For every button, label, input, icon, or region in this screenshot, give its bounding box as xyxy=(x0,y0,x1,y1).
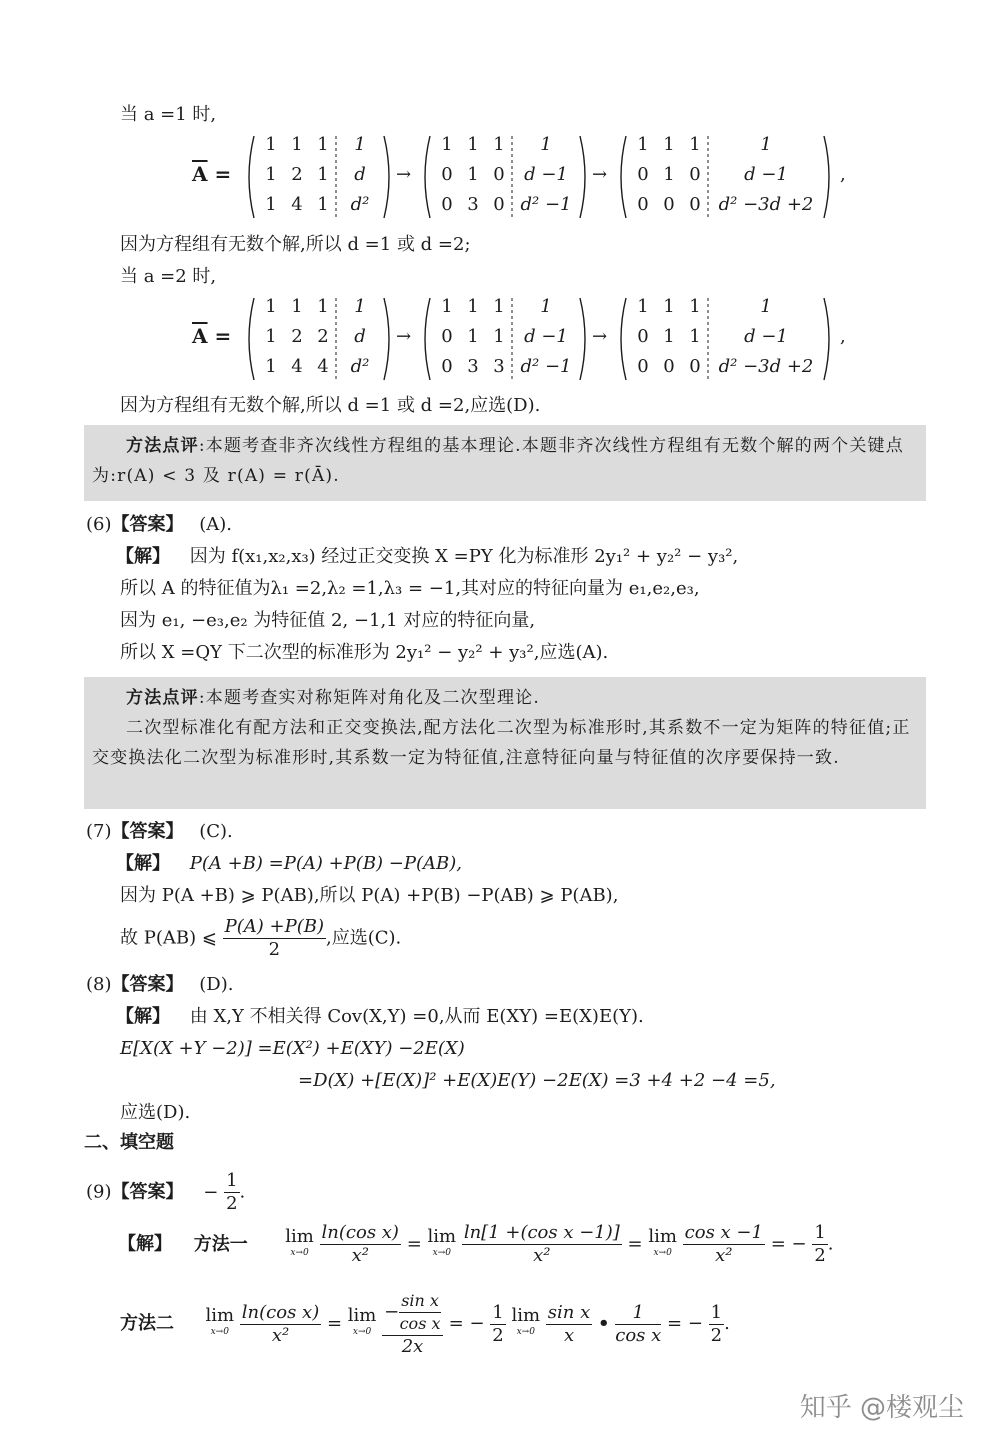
matrix-cell: d² −3d +2 xyxy=(718,194,814,215)
matrix-cell: 1 xyxy=(291,134,303,155)
matrix-cell: d² xyxy=(350,194,370,215)
q9-sol-label: 【解】 xyxy=(118,1233,172,1255)
matrix-cell: 1 xyxy=(265,164,277,185)
matrix-comma: , xyxy=(840,326,846,347)
matrix-cell: 1 xyxy=(689,296,701,317)
matrix-cell: 1 xyxy=(663,326,675,347)
q9-answer-sign: − xyxy=(203,1181,219,1203)
augmented-matrix-label-2: $\overline{A}$ xyxy=(192,324,208,348)
q8-sol-line-1 xyxy=(116,1005,644,1029)
matrix-cell: 1 xyxy=(637,134,649,155)
matrix-cell: 1 xyxy=(265,356,277,377)
section-title-fill-blank: 二、填空题 xyxy=(84,1132,174,1153)
m2-compound-frac: − $\frac{\text{sin x}}{\text{cos x}}$ 2x xyxy=(382,1290,443,1358)
arrow-icon: → xyxy=(592,326,608,347)
q7-answer: (C). xyxy=(199,821,233,842)
m2-half: $\frac{1}{2}$ xyxy=(492,1301,504,1346)
matrix-cell: d² xyxy=(350,356,370,377)
q6-answer: (A). xyxy=(199,514,232,535)
m2-frac-4: $\frac{1}{\text{cos x}}$ xyxy=(615,1301,662,1346)
matrix-cell: 0 xyxy=(441,164,453,185)
matrix-cell: 3 xyxy=(467,356,479,377)
method-review-box-1 xyxy=(84,425,926,501)
matrix-cell: 0 xyxy=(493,194,505,215)
q6-line-4: 所以 X =QY 下二次型的标准形为 2y₁² − y₂² + y₃²,应选(A). xyxy=(120,642,609,663)
matrix-cell: 1 xyxy=(663,296,675,317)
q6-answer-label: 【答案】 xyxy=(111,514,184,535)
matrix-cell: 1 xyxy=(637,296,649,317)
review-title-1: 方法点评 xyxy=(126,436,199,456)
matrix-cell: 4 xyxy=(291,356,303,377)
augmented-matrix xyxy=(244,132,394,222)
matrix-cell: 1 xyxy=(265,134,277,155)
matrix-cell: d² −1 xyxy=(520,356,572,377)
matrix-cell: 1 xyxy=(354,296,366,317)
q8-number: (8) xyxy=(86,974,112,995)
matrix-cell: d xyxy=(354,164,366,185)
matrix-cell: 1 xyxy=(467,326,479,347)
matrix-cell: 3 xyxy=(493,356,505,377)
q7-fraction xyxy=(223,916,326,961)
q7-frac-num: P(A) +P(B) xyxy=(224,916,324,937)
case-a2-text: 当 a =2 时, xyxy=(120,266,217,287)
matrix-cell: d −1 xyxy=(524,326,568,347)
matrix-cell: d −1 xyxy=(744,164,788,185)
augmented-matrix xyxy=(420,132,590,222)
conclusion-a2: 因为方程组有无数个解,所以 d =1 或 d =2,应选(D). xyxy=(120,395,541,416)
lim-6: lim x→0 xyxy=(511,1305,541,1337)
q7-line-3-pre: 故 P(AB) ⩽ xyxy=(120,927,217,949)
matrix-cell: 1 xyxy=(760,296,772,317)
q7-number: (7) xyxy=(86,821,112,842)
matrix-cell: 1 xyxy=(317,194,329,215)
matrix-cell: 2 xyxy=(317,326,329,347)
matrix-cell: 2 xyxy=(291,326,303,347)
matrix-cell: 0 xyxy=(637,194,649,215)
q7-line-2: 因为 P(A +B) ⩾ P(AB),所以 P(A) +P(B) −P(AB) ⩾ P(AB), xyxy=(120,885,619,906)
matrix-cell: 1 xyxy=(265,326,277,347)
q7-frac-den: 2 xyxy=(268,939,281,960)
q9-answer-frac: $\frac{1}{2}$ xyxy=(226,1170,238,1214)
matrix-chain-a2: $\overline{A}$ = 1 1 1 1 1 2 2 d 1 4 4 d² → 1 1 1 1 0 1 1 d −1 0 3 3 d² −1 → 1 1 1 1 0 1 1 d −1 0 0 0 d² −3d +2 , xyxy=(192,294,852,384)
matrix-cell: 4 xyxy=(291,194,303,215)
augmented-matrix xyxy=(244,294,394,384)
matrix-cell: d −1 xyxy=(744,326,788,347)
m2-result: $\frac{1}{2}$ xyxy=(710,1301,723,1346)
q9-method1-line: 【解】 方法一 lim x→0 $\frac{\text{ln(cos x)}}{\text{x²}}$ = lim x→0 $\frac{\text{ln[1 +(cos x −1)]}}{\text{x²}}$ = lim x→0 $\frac{\text{cos x −1}}{\text{x²}}$ = − $\frac{1}{2}$ . xyxy=(118,1222,834,1266)
matrix-cell: d −1 xyxy=(524,164,568,185)
q6-line-2: 所以 A 的特征值为λ₁ =2,λ₂ =1,λ₃ = −1,其对应的特征向量为 e₁,e₂,e₃, xyxy=(120,578,700,599)
watermark: 知乎 @楼观尘 xyxy=(799,1393,964,1423)
matrix-cell: 1 xyxy=(663,134,675,155)
matrix-cell: 1 xyxy=(760,134,772,155)
lim-5: lim x→0 xyxy=(347,1305,377,1337)
m1-frac-2: $\frac{\text{ln[1 +(cos x −1)]}}{\text{x²}}$ xyxy=(463,1222,620,1266)
matrix-cell: 0 xyxy=(689,194,701,215)
matrix-cell: d xyxy=(354,326,366,347)
q9-method2-line: 方法二 lim x→0 $\frac{\text{ln(cos x)}}{\text{x²}}$ = lim x→0 − $\frac{\text{sin x}}{\text{cos x}}$ 2x = − $\frac{1}{2}$ lim x→0 $\frac{\text{sin x}}{x}$ • $\frac{1}{\text{cos x}}$ = − $\frac{1}{2}$ . xyxy=(120,1291,730,1357)
matrix-cell: 0 xyxy=(637,356,649,377)
augmented-matrix xyxy=(420,294,590,384)
augmented-matrix-label: $\overline{A}$ xyxy=(192,162,208,186)
matrix-cell: 1 xyxy=(441,296,453,317)
matrix-cell: 1 xyxy=(689,326,701,347)
matrix-chain-a1: $\overline{A}$ = 1 1 1 1 1 2 1 d 1 4 1 d² → 1 1 1 1 0 1 0 d −1 0 3 0 d² −1 → 1 1 1 1 0 1 0 d −1 0 0 0 d² −3d +2 , xyxy=(192,132,852,222)
review-title-2: 方法点评 xyxy=(126,688,199,708)
augmented-matrix xyxy=(616,294,834,384)
matrix-cell: 1 xyxy=(467,164,479,185)
matrix-cell: 1 xyxy=(467,296,479,317)
conclusion-a1: 因为方程组有无数个解,所以 d =1 或 d =2; xyxy=(120,234,471,255)
matrix-cell: 1 xyxy=(265,194,277,215)
matrix-cell: 0 xyxy=(663,194,675,215)
q9-method2-label: 方法二 xyxy=(120,1313,174,1334)
q6-sol-label: 【解】 xyxy=(116,546,170,567)
lim-1: lim x→0 xyxy=(285,1225,314,1258)
q7-line-3 xyxy=(120,916,401,961)
q9-answer-line: (9)【答案】 − $\frac{1}{2}$ . xyxy=(86,1170,246,1214)
q6-number: (6) xyxy=(86,514,112,535)
augmented-matrix xyxy=(616,132,834,222)
matrix-cell: 0 xyxy=(663,356,675,377)
q7-answer-label: 【答案】 xyxy=(111,821,184,842)
q6-line-1: 因为 f(x₁,x₂,x₃) 经过正交变换 X =PY 化为标准形 2y₁² + y₂² − y₃², xyxy=(189,546,739,567)
m1-result: $\frac{1}{2}$ xyxy=(814,1222,826,1266)
matrix-cell: 1 xyxy=(317,134,329,155)
matrix-cell: 1 xyxy=(291,296,303,317)
matrix-cell: 4 xyxy=(317,356,329,377)
review-text-2a: :本题考查实对称矩阵对角化及二次型理论. xyxy=(198,688,540,708)
matrix-cell: 1 xyxy=(265,296,277,317)
q6-line-3: 因为 e₁, −e₃,e₂ 为特征值 2, −1,1 对应的特征向量, xyxy=(120,610,536,631)
q7-sol-label: 【解】 xyxy=(116,853,170,874)
m2-frac-1: $\frac{\text{ln(cos x)}}{\text{x²}}$ xyxy=(241,1301,320,1346)
lim-2: lim x→0 xyxy=(427,1225,457,1258)
q8-sol-label: 【解】 xyxy=(116,1006,170,1027)
matrix-cell: 1 xyxy=(317,164,329,185)
q7-line-3-post: ,应选(C). xyxy=(326,927,402,949)
matrix-cell: 0 xyxy=(689,164,701,185)
q6-answer-line xyxy=(86,513,232,537)
review-text-2b: 二次型标准化有配方法和正交变换法,配方法化二次型为标准形时,其系数不一定为矩阵的特征值;正交变换法化二次型为标准形时,其系数一定为特征值,注意特征向量与特征值的次序要保持一致. xyxy=(92,718,911,768)
matrix-cell: 0 xyxy=(637,326,649,347)
matrix-comma: , xyxy=(840,164,846,185)
matrix-cell: 0 xyxy=(441,194,453,215)
m1-frac-1: $\frac{\text{ln(cos x)}}{\text{x²}}$ xyxy=(321,1222,399,1266)
matrix-cell: 0 xyxy=(441,326,453,347)
matrix-cell: 0 xyxy=(493,164,505,185)
matrix-cell: 0 xyxy=(689,356,701,377)
matrix-cell: 0 xyxy=(441,356,453,377)
matrix-cell: 0 xyxy=(637,164,649,185)
q8-line-1: 由 X,Y 不相关得 Cov(X,Y) =0,从而 E(XY) =E(X)E(Y). xyxy=(189,1006,644,1027)
q8-answer: (D). xyxy=(199,974,234,995)
method-review-box-2 xyxy=(84,677,926,809)
matrix-cell: 1 xyxy=(493,134,505,155)
matrix-cell: 1 xyxy=(540,134,552,155)
m2-frac-3: $\frac{\text{sin x}}{x}$ xyxy=(547,1301,591,1346)
matrix-cell: 2 xyxy=(291,164,303,185)
q8-line-2: E[X(X +Y −2)] =E(X²) +E(XY) −2E(X) xyxy=(120,1038,465,1059)
arrow-icon: → xyxy=(396,164,412,185)
matrix-cell: 1 xyxy=(354,134,366,155)
lim-4: lim x→0 xyxy=(205,1305,235,1337)
matrix-cell: 1 xyxy=(493,296,505,317)
q8-line-4: 应选(D). xyxy=(120,1102,191,1123)
case-a1-text: 当 a =1 时, xyxy=(120,104,217,125)
matrix-cell: d² −1 xyxy=(520,194,572,215)
m1-frac-3: $\frac{\text{cos x −1}}{\text{x²}}$ xyxy=(684,1222,763,1266)
matrix-cell: 1 xyxy=(493,326,505,347)
q6-sol-line-1 xyxy=(116,545,738,569)
q8-answer-label: 【答案】 xyxy=(111,974,184,995)
arrow-icon: → xyxy=(396,326,412,347)
matrix-cell: 1 xyxy=(441,134,453,155)
matrix-cell: 1 xyxy=(689,134,701,155)
q9-method1-label: 方法一 xyxy=(193,1233,248,1255)
q7-answer-line xyxy=(86,820,233,844)
arrow-icon: → xyxy=(592,164,608,185)
matrix-cell: d² −3d +2 xyxy=(718,356,814,377)
matrix-cell: 3 xyxy=(467,194,479,215)
q8-line-3: =D(X) +[E(X)]² +E(X)E(Y) −2E(X) =3 +4 +2 −4 =5, xyxy=(298,1070,776,1091)
q9-answer-label: 【答案】 xyxy=(111,1181,184,1203)
matrix-cell: 1 xyxy=(540,296,552,317)
q8-answer-line xyxy=(86,973,233,997)
matrix-cell: 1 xyxy=(467,134,479,155)
matrix-cell: 1 xyxy=(317,296,329,317)
matrix-cell: 1 xyxy=(663,164,675,185)
q7-sol-line-1 xyxy=(116,852,462,876)
q9-number: (9) xyxy=(86,1181,112,1203)
q7-line-1: P(A +B) =P(A) +P(B) −P(AB), xyxy=(189,853,462,874)
review-text-1: :本题考查非齐次线性方程组的基本理论.本题非齐次线性方程组有无数个解的两个关键点为:r(A) < 3 及 r(A) = r(Ā). xyxy=(92,436,904,486)
lim-3: lim x→0 xyxy=(648,1225,677,1258)
